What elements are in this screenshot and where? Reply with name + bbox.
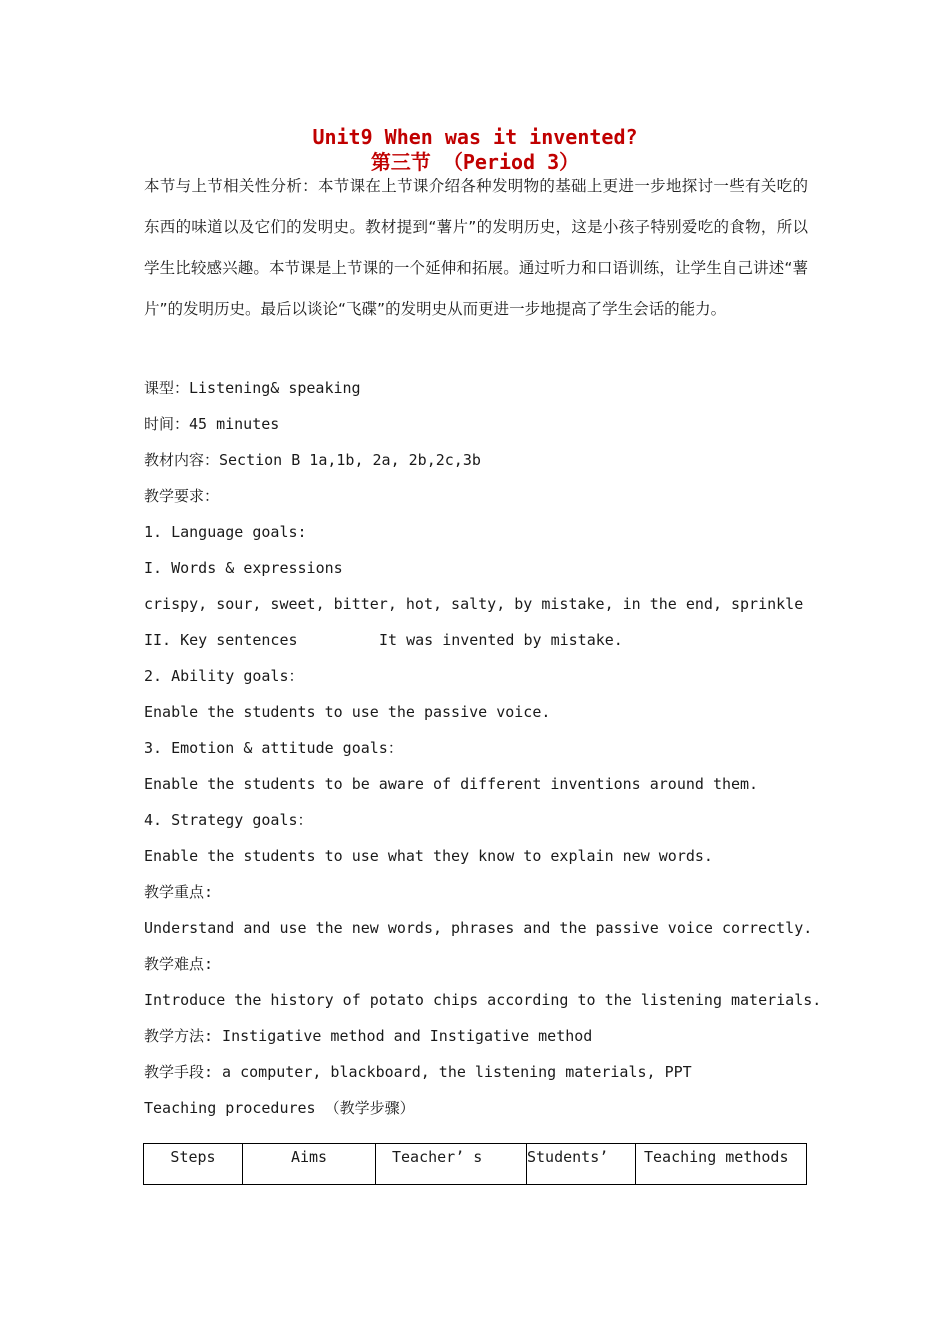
words-list: crispy, sour, sweet, bitter, hot, salty, by mistake, in the end, sprinkle (144, 595, 804, 613)
teaching-content: 教材内容：Section B 1a,1b, 2a, 2b,2c,3b (144, 451, 481, 469)
key-points-text: Understand and use the new words, phrases and the passive voice correctly. (144, 919, 813, 937)
relevance-analysis-paragraph: 本节与上节相关性分析：本节课在上节课介绍各种发明物的基础上更进一步地探讨一些有关吃的东西的味道以及它们的发明史。教材提到“薯片”的发明历史，这是小孩子特别爱吃的食物，所以学生比较感兴趣。本节课是上节课的一个延伸和拓展。通过听力和口语训练，让学生自己讲述“薯片”的发明历史。最后以谈论“飞碟”的发明史从而更进一步地提高了学生会话的能力。 (144, 177, 808, 318)
difficult-points-heading: 教学难点: (144, 955, 214, 973)
table-header-cell: Teaching methods (636, 1144, 807, 1185)
emotion-goals-text: Enable the students to be aware of different inventions around them. (144, 775, 759, 793)
teaching-procedures-heading: Teaching procedures （教学步骤） (144, 1099, 415, 1117)
ability-goals-text: Enable the students to use the passive voice. (144, 703, 551, 721)
key-sentences-label: II. Key sentences (144, 631, 298, 649)
teaching-methods: 教学方法: Instigative method and Instigative method (144, 1027, 593, 1045)
teaching-means: 教学手段: a computer, blackboard, the listening materials, PPT (144, 1063, 692, 1081)
table-header-cell: Teacher’ s (376, 1144, 527, 1185)
procedures-table (143, 1143, 807, 1185)
requirements-heading: 教学要求： (144, 487, 220, 505)
table-header-cell: Aims (243, 1144, 376, 1185)
document-subtitle: 第三节 （Period 3） (370, 150, 580, 174)
key-points-heading: 教学重点: (144, 883, 214, 901)
words-expressions-heading: I. Words & expressions (144, 559, 343, 577)
table-header-cell: Students’ (527, 1144, 636, 1185)
difficult-points-text: Introduce the history of potato chips according to the listening materials. (144, 991, 822, 1009)
lesson-time: 时间：45 minutes (144, 415, 280, 433)
table-header-cell: Steps (144, 1144, 243, 1185)
strategy-goals-text: Enable the students to use what they know to explain new words. (144, 847, 713, 865)
strategy-goals-heading: 4. Strategy goals： (144, 811, 313, 829)
emotion-goals-heading: 3. Emotion & attitude goals： (144, 739, 403, 757)
lesson-type: 课型：Listening& speaking (144, 379, 361, 397)
ability-goals-heading: 2. Ability goals： (144, 667, 304, 685)
document-title: Unit9 When was it invented? (312, 125, 638, 149)
table-header-row (144, 1144, 807, 1185)
key-sentence: It was invented by mistake. (379, 631, 623, 649)
language-goals-heading: 1. Language goals: (144, 523, 307, 541)
